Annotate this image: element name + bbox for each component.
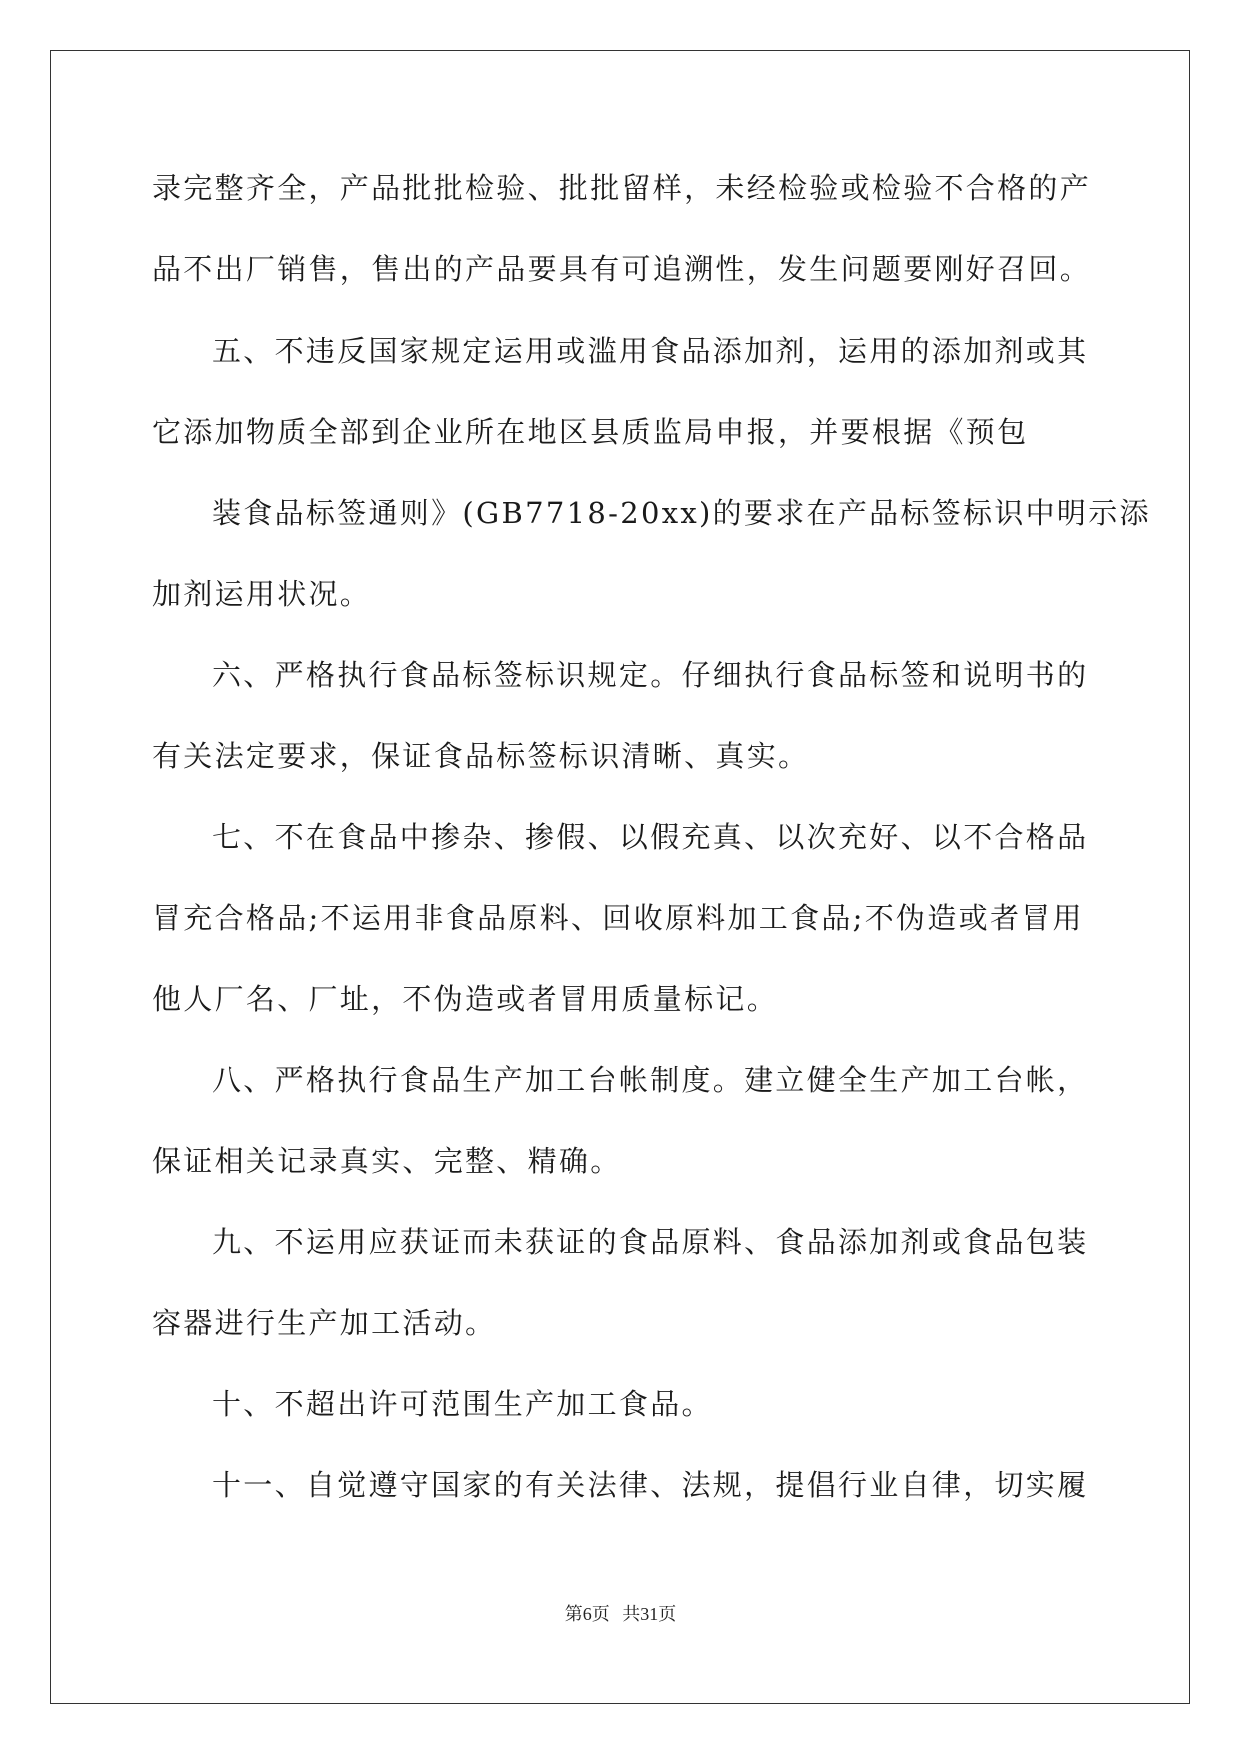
- text-line: 容器进行生产加工活动。: [152, 1306, 497, 1340]
- text-line: 有关法定要求，保证食品标签标识清晰、真实。: [152, 739, 810, 773]
- text-line: 他人厂名、厂址，不伪造或者冒用质量标记。: [152, 982, 779, 1016]
- page-border: [50, 50, 1190, 1704]
- page-footer: [0, 1602, 1241, 1626]
- paragraph-start-9: 九、不运用应获证而未获证的食品原料、食品添加剂或食品包装: [212, 1225, 1089, 1259]
- page-number: 第6页: [564, 1604, 610, 1624]
- paragraph-start-5: 五、不违反国家规定运用或滥用食品添加剂，运用的添加剂或其: [212, 334, 1089, 368]
- text-line: 录完整齐全，产品批批检验、批批留样，未经检验或检验不合格的产: [152, 171, 1092, 205]
- paragraph-start-7: 七、不在食品中掺杂、掺假、以假充真、以次充好、以不合格品: [212, 820, 1089, 854]
- text-line: 加剂运用状况。: [152, 577, 372, 611]
- text-line: 装食品标签通则》(GB7718-20xx)的要求在产品标签标识中明示添: [212, 496, 1151, 530]
- paragraph-start-11: 十一、自觉遵守国家的有关法律、法规，提倡行业自律，切实履: [212, 1468, 1089, 1502]
- text-line: 冒充合格品;不运用非食品原料、回收原料加工食品;不伪造或者冒用: [152, 901, 1084, 935]
- text-line: 它添加物质全部到企业所在地区县质监局申报，并要根据《预包: [152, 415, 1029, 449]
- text-line: 保证相关记录真实、完整、精确。: [152, 1144, 622, 1178]
- paragraph-start-8: 八、严格执行食品生产加工台帐制度。建立健全生产加工台帐，: [212, 1063, 1089, 1097]
- paragraph-start-6: 六、严格执行食品标签标识规定。仔细执行食品标签和说明书的: [212, 658, 1089, 692]
- paragraph-start-10: 十、不超出许可范围生产加工食品。: [212, 1387, 713, 1421]
- text-line: 品不出厂销售，售出的产品要具有可追溯性，发生问题要刚好召回。: [152, 252, 1092, 286]
- page-total: 共31页: [622, 1604, 677, 1624]
